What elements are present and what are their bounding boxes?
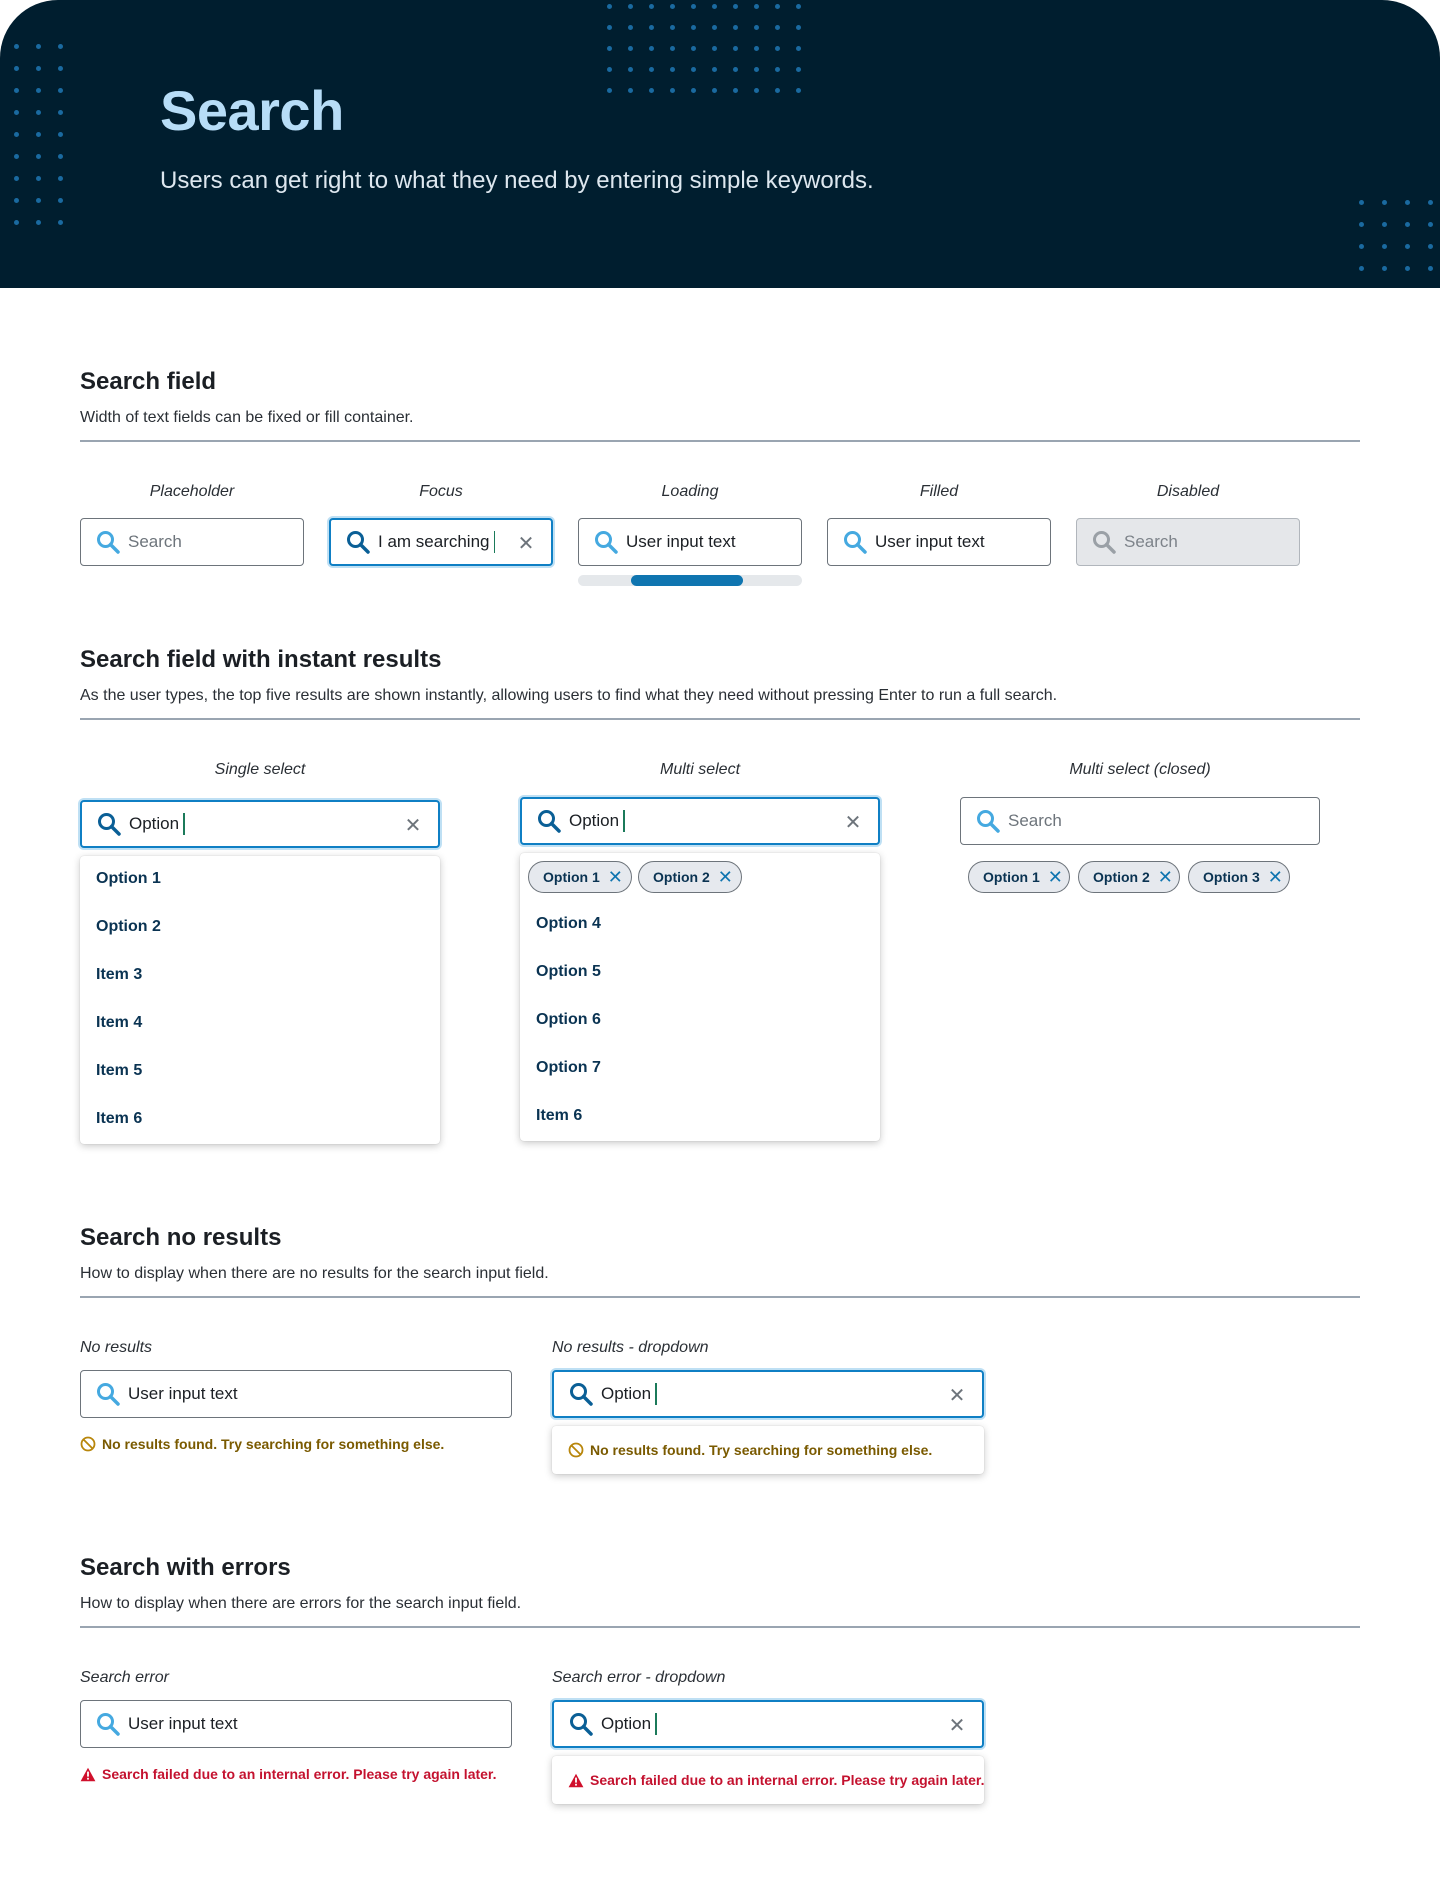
dot: [691, 88, 696, 93]
dot: [670, 88, 675, 93]
selected-chip[interactable]: [968, 861, 1070, 893]
dot: [628, 46, 633, 51]
search-icon: [95, 1711, 121, 1737]
dot: [14, 176, 19, 181]
dot: [36, 66, 41, 71]
section-description: Width of text fields can be fixed or fill container.: [80, 409, 414, 426]
clear-icon[interactable]: ✕: [517, 532, 535, 555]
divider: [80, 440, 1360, 442]
dot: [712, 4, 717, 9]
section-title-instant-results: Search field with instant results: [80, 646, 442, 673]
dot: [14, 132, 19, 137]
selected-chip[interactable]: [1078, 861, 1180, 893]
dot: [58, 198, 63, 203]
dot: [628, 25, 633, 30]
search-icon: [536, 808, 562, 834]
search-input-value: User input text: [128, 1714, 238, 1733]
loading-progress-bar: [578, 575, 802, 586]
no-results-dropdown: [552, 1426, 984, 1474]
dot: [607, 46, 612, 51]
list-item[interactable]: Option 1: [96, 870, 161, 887]
remove-chip-icon[interactable]: ✕: [607, 867, 623, 887]
text-caret: [623, 810, 625, 832]
divider: [80, 718, 1360, 720]
dot: [1428, 244, 1433, 249]
search-icon: [96, 811, 122, 837]
results-dropdown: [80, 856, 440, 1144]
dot: [1359, 222, 1364, 227]
dot: [712, 46, 717, 51]
dot: [754, 4, 759, 9]
chip-label: Option 1: [543, 869, 600, 885]
hero-banner: [0, 0, 1440, 288]
dot: [796, 25, 801, 30]
search-field-multi-select-closed[interactable]: [960, 797, 1320, 845]
dot: [58, 220, 63, 225]
search-icon: [345, 529, 371, 555]
search-field-multi-select[interactable]: [520, 797, 880, 845]
dot: [649, 4, 654, 9]
dot: [58, 176, 63, 181]
chip-label: Option 3: [1203, 869, 1260, 885]
clear-icon[interactable]: ✕: [404, 814, 422, 837]
dot: [58, 132, 63, 137]
dot: [1382, 244, 1387, 249]
list-item[interactable]: Option 5: [536, 963, 601, 980]
dot: [670, 4, 675, 9]
dot: [36, 110, 41, 115]
dot: [36, 132, 41, 137]
search-icon: [95, 1381, 121, 1407]
search-placeholder: Search: [1008, 811, 1062, 830]
search-input-value: Option: [569, 811, 620, 830]
state-label-disabled: Disabled: [1156, 483, 1220, 500]
dot: [58, 110, 63, 115]
error-dropdown: [552, 1756, 984, 1804]
search-field-loading[interactable]: [578, 518, 802, 566]
dot: [733, 88, 738, 93]
state-label-focus: Focus: [419, 483, 463, 500]
dot: [14, 154, 19, 159]
dot: [58, 44, 63, 49]
state-label-filled: Filled: [919, 483, 959, 500]
dot: [1405, 222, 1410, 227]
remove-chip-icon[interactable]: ✕: [1047, 867, 1063, 887]
section-description: How to display when there are errors for the search input field.: [80, 1595, 522, 1612]
dot: [628, 88, 633, 93]
search-field-single-select[interactable]: [80, 800, 440, 848]
loading-progress-fill: [631, 575, 743, 586]
dot: [754, 25, 759, 30]
dot: [1359, 200, 1364, 205]
dot: [649, 88, 654, 93]
no-results-text: No results found. Try searching for something else.: [102, 1436, 445, 1452]
dot: [36, 176, 41, 181]
warning-triangle-icon: [568, 1773, 584, 1788]
error-message: [568, 1772, 985, 1788]
section-title-errors: Search with errors: [80, 1554, 291, 1581]
no-entry-icon: [568, 1442, 584, 1458]
list-item[interactable]: Item 4: [96, 1014, 143, 1031]
dot: [733, 46, 738, 51]
search-input-value: Option: [129, 814, 180, 833]
dot: [1405, 244, 1410, 249]
error-text: Search failed due to an internal error. Please try again later.: [590, 1772, 985, 1788]
dot: [649, 25, 654, 30]
dot: [691, 46, 696, 51]
selected-chip[interactable]: [1188, 861, 1290, 893]
section-description: How to display when there are no results for the search input field.: [80, 1265, 549, 1282]
no-results-message: [568, 1442, 932, 1458]
dot: [775, 25, 780, 30]
section-title-search-field: Search field: [80, 368, 217, 395]
dot: [1428, 266, 1433, 271]
search-input-value: Option: [601, 1384, 652, 1403]
dot: [607, 4, 612, 9]
dot: [607, 67, 612, 72]
search-field-focus[interactable]: [329, 518, 553, 566]
list-item[interactable]: Item 6: [96, 1110, 143, 1127]
dot: [14, 88, 19, 93]
divider: [80, 1296, 1360, 1298]
dot: [754, 46, 759, 51]
search-field-no-results-dropdown[interactable]: [552, 1370, 984, 1418]
search-field-filled[interactable]: [827, 518, 1051, 566]
dot: [36, 220, 41, 225]
remove-chip-icon[interactable]: ✕: [717, 867, 733, 887]
dot: [607, 88, 612, 93]
decorative-dots: [14, 44, 63, 225]
state-label-no-results-dropdown: No results - dropdown: [552, 1339, 709, 1356]
chip-label: Option 2: [1093, 869, 1150, 885]
dot: [58, 154, 63, 159]
search-placeholder: Search: [128, 532, 182, 551]
state-label-search-error-dropdown: Search error - dropdown: [552, 1669, 726, 1686]
dot: [712, 67, 717, 72]
search-icon: [95, 529, 121, 555]
section-title-no-results: Search no results: [80, 1224, 282, 1251]
dot: [754, 88, 759, 93]
dot: [754, 67, 759, 72]
error-text: Search failed due to an internal error. Please try again later.: [102, 1766, 497, 1782]
dot: [58, 88, 63, 93]
dot: [775, 4, 780, 9]
search-icon: [593, 529, 619, 555]
clear-icon[interactable]: ✕: [948, 1714, 966, 1737]
no-results-text: No results found. Try searching for something else.: [590, 1442, 933, 1458]
text-caret: [655, 1713, 657, 1735]
dot: [649, 46, 654, 51]
dot: [14, 198, 19, 203]
search-field-placeholder[interactable]: [80, 518, 304, 566]
state-label-multi-select: Multi select: [659, 761, 741, 778]
no-results-message: [80, 1436, 444, 1452]
dot: [796, 46, 801, 51]
dot: [36, 154, 41, 159]
dot: [1382, 200, 1387, 205]
search-input-value: User input text: [875, 532, 985, 551]
dot: [796, 4, 801, 9]
state-label-search-error: Search error: [80, 1669, 169, 1686]
list-item[interactable]: Item 6: [536, 1107, 583, 1124]
dot: [691, 4, 696, 9]
dot: [628, 4, 633, 9]
search-input-value: I am searching: [378, 532, 490, 551]
list-item[interactable]: Option 6: [536, 1011, 601, 1028]
dot: [670, 46, 675, 51]
search-input-value: User input text: [626, 532, 736, 551]
decorative-dots: [1359, 200, 1433, 288]
dot: [649, 67, 654, 72]
clear-icon[interactable]: ✕: [948, 1384, 966, 1407]
dot: [775, 67, 780, 72]
state-label-no-results: No results: [80, 1339, 153, 1356]
dot: [1405, 200, 1410, 205]
dot: [691, 25, 696, 30]
dot: [1382, 222, 1387, 227]
dot: [733, 4, 738, 9]
dot: [628, 67, 633, 72]
state-label-loading: Loading: [661, 483, 719, 500]
search-icon: [1091, 529, 1117, 555]
state-label-placeholder: Placeholder: [149, 483, 235, 500]
selected-chip[interactable]: [638, 861, 742, 893]
dot: [691, 67, 696, 72]
text-caret: [655, 1383, 657, 1405]
error-message: [80, 1766, 497, 1782]
list-item[interactable]: Item 5: [96, 1062, 143, 1079]
dot: [670, 67, 675, 72]
text-caret: [183, 813, 185, 835]
search-input-value: Option: [601, 1714, 652, 1733]
list-item[interactable]: Option 2: [96, 918, 161, 935]
list-item[interactable]: Option 4: [536, 915, 601, 932]
search-icon: [975, 808, 1001, 834]
dot: [14, 110, 19, 115]
warning-triangle-icon: [80, 1767, 96, 1782]
search-icon: [842, 529, 868, 555]
dot: [36, 198, 41, 203]
list-item[interactable]: Option 7: [536, 1059, 601, 1076]
dot: [670, 25, 675, 30]
dot: [1359, 244, 1364, 249]
search-icon: [568, 1711, 594, 1737]
dot: [14, 66, 19, 71]
dot: [1405, 266, 1410, 271]
state-label-single-select: Single select: [214, 761, 306, 778]
page-title: Search: [160, 79, 344, 142]
dot: [712, 88, 717, 93]
search-field-error-dropdown[interactable]: [552, 1700, 984, 1748]
chip-label: Option 2: [653, 869, 710, 885]
search-field-no-results[interactable]: [80, 1370, 512, 1418]
search-field-disabled: [1076, 518, 1300, 566]
search-field-error[interactable]: [80, 1700, 512, 1748]
dot: [14, 220, 19, 225]
search-placeholder: Search: [1124, 532, 1178, 551]
dot: [1382, 266, 1387, 271]
dot: [775, 46, 780, 51]
clear-icon[interactable]: ✕: [844, 811, 862, 834]
selected-chip[interactable]: [528, 861, 632, 893]
dot: [733, 25, 738, 30]
divider: [80, 1626, 1360, 1628]
dot: [796, 67, 801, 72]
chip-label: Option 1: [983, 869, 1040, 885]
section-description: As the user types, the top five results are shown instantly, allowing users to find what they need without pressing Enter to run a full search.: [80, 687, 1058, 704]
search-input-value: User input text: [128, 1384, 238, 1403]
dot: [36, 44, 41, 49]
no-entry-icon: [80, 1436, 96, 1452]
dot: [607, 25, 612, 30]
remove-chip-icon[interactable]: ✕: [1267, 867, 1283, 887]
dot: [775, 88, 780, 93]
remove-chip-icon[interactable]: ✕: [1157, 867, 1173, 887]
decorative-dots: [607, 4, 801, 93]
dot: [1359, 266, 1364, 271]
page-subtitle: Users can get right to what they need by entering simple keywords.: [160, 167, 874, 194]
dot: [14, 44, 19, 49]
results-dropdown: [520, 853, 880, 1141]
dot: [1428, 200, 1433, 205]
dot: [712, 25, 717, 30]
dot: [733, 67, 738, 72]
search-icon: [568, 1381, 594, 1407]
state-label-multi-select-closed: Multi select (closed): [1069, 761, 1211, 778]
dot: [36, 88, 41, 93]
list-item[interactable]: Item 3: [96, 966, 143, 983]
dot: [1428, 222, 1433, 227]
dot: [796, 88, 801, 93]
text-caret: [494, 531, 496, 553]
dot: [58, 66, 63, 71]
